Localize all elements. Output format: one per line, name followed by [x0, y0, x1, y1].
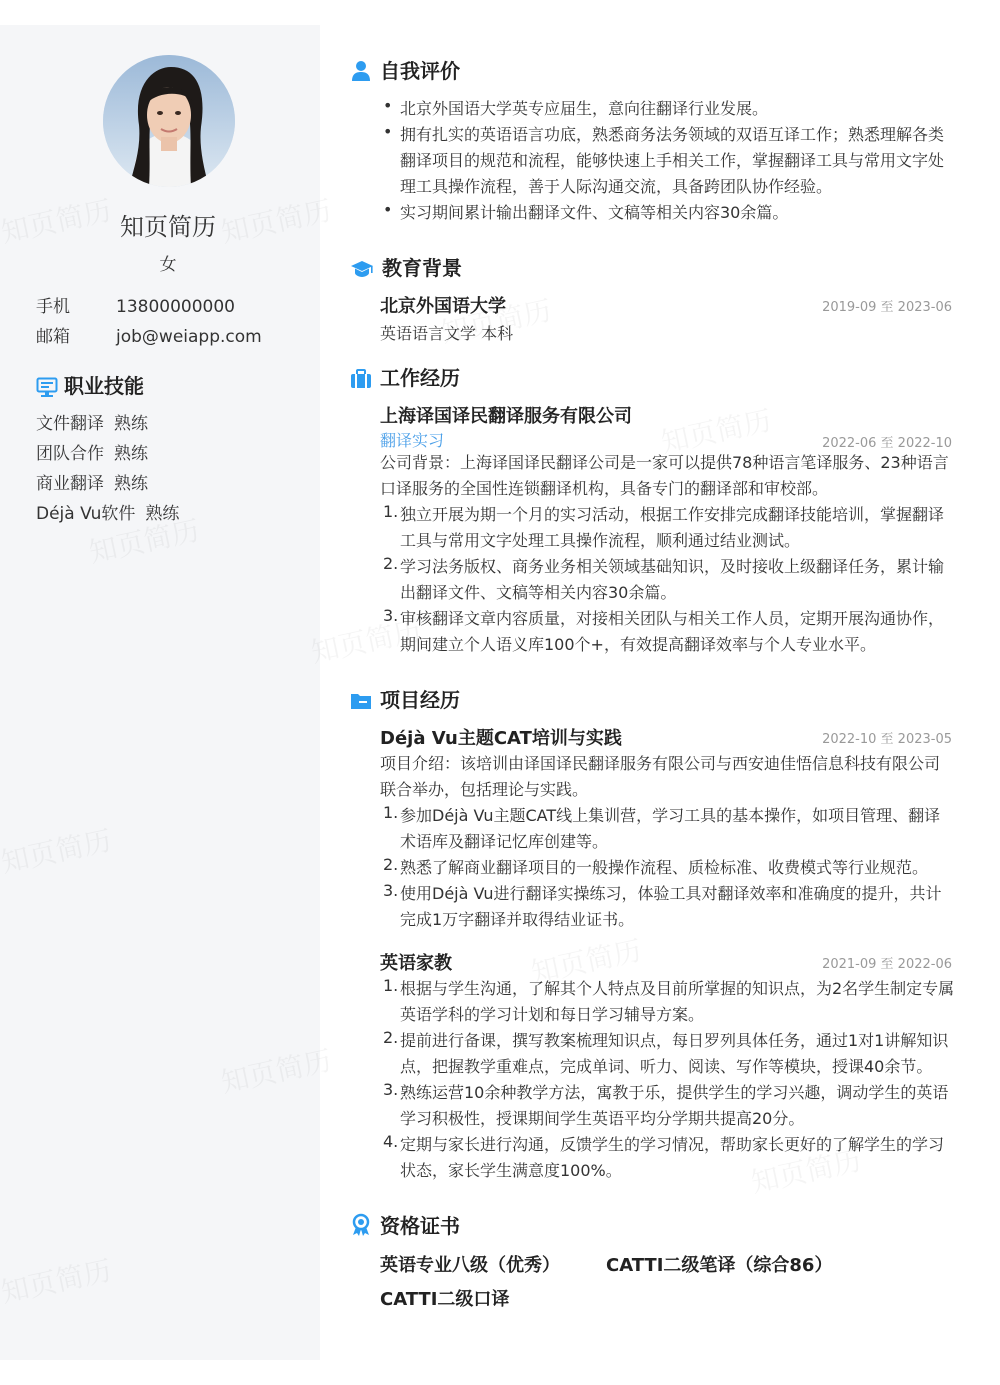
skill-item: [36, 409, 148, 434]
school-name: 北京外国语大学: [380, 296, 506, 317]
skill-level: 熟练: [114, 444, 148, 464]
project-date: 2022-10 至 2023-05: [822, 732, 952, 747]
project-item: 定期与家长进行沟通，反馈学生的学习情况，帮助家长更好的了解学生的学习状态，家长学生满意度100%。: [400, 1135, 945, 1180]
project-item: 熟练运营10余种教学方法，寓教于乐，提供学生的学习兴趣，调动学生的英语学习积极性，授课期间学生英语平均分学期共提高20分。: [400, 1083, 949, 1128]
education-heading: [350, 252, 462, 281]
project-item: 熟悉了解商业翻译项目的一般操作流程、质检标准、收费模式等行业规范。: [400, 858, 929, 877]
skill-name: 团队合作: [36, 444, 104, 464]
education-date: 2019-09 至 2023-06: [822, 300, 952, 315]
projects-heading: [350, 684, 460, 713]
project-date: 2021-09 至 2022-06: [822, 957, 952, 972]
skill-item: [36, 439, 148, 464]
folder-icon: [350, 691, 372, 711]
list-number: 1.: [383, 976, 399, 995]
email-label: 邮箱: [36, 327, 70, 347]
bullet-dot: •: [383, 200, 393, 219]
project-item: 参加Déjà Vu主题CAT线上集训营，学习工具的基本操作，如项目管理、翻译术语库及翻译记忆库创建等。: [400, 806, 941, 851]
bullet-dot: •: [383, 96, 393, 115]
list-number: 2.: [383, 855, 399, 874]
certs-title: 资格证书: [380, 1214, 460, 1238]
cert-item: CATTI二级笔译（综合86）: [606, 1255, 833, 1276]
work-heading: [350, 362, 460, 391]
avatar: [103, 55, 235, 187]
list-number: 1.: [383, 502, 399, 521]
skill-item: [36, 469, 148, 494]
award-icon: [350, 1213, 372, 1237]
self-eval-bullet: 实习期间累计输出翻译文件、文稿等相关内容30余篇。: [400, 203, 789, 222]
education-major: 英语语言文学 本科: [380, 324, 514, 343]
company-name: 上海译国译民翻译服务有限公司: [380, 406, 632, 427]
skill-item: [36, 499, 179, 524]
self-eval-title: 自我评价: [380, 59, 460, 83]
skill-level: 熟练: [114, 414, 148, 434]
project-item: 根据与学生沟通，了解其个人特点及目前所掌握的知识点，为2名学生制定专属英语学科的学习计划和每日学习辅导方案。: [400, 979, 955, 1024]
graduation-cap-icon: [350, 259, 374, 279]
certs-heading: [350, 1210, 460, 1239]
project-name: 英语家教: [380, 953, 452, 974]
profile-name: 知页简历: [120, 213, 216, 241]
email-value: job@weiapp.com: [116, 327, 262, 347]
user-icon: [350, 60, 372, 82]
skills-title: 职业技能: [64, 374, 144, 398]
projects-title: 项目经历: [380, 688, 460, 712]
work-item: 独立开展为期一个月的实习活动，根据工作安排完成翻译技能培训，掌握翻译工具与常用文字处理工具操作流程，顺利通过结业测试。: [400, 505, 945, 550]
list-number: 2.: [383, 1028, 399, 1047]
list-number: 1.: [383, 803, 399, 822]
phone-label: 手机: [36, 297, 70, 317]
list-number: 3.: [383, 606, 399, 625]
self-eval-heading: [350, 55, 460, 84]
skill-level: 熟练: [145, 504, 180, 524]
phone-value: 13800000000: [116, 297, 235, 317]
work-item: 审核翻译文章内容质量，对接相关团队与相关工作人员，定期开展沟通协作，期间建立个人语义库100个+，有效提高翻译效率与个人专业水平。: [400, 609, 945, 654]
cert-item: CATTI二级口译: [380, 1289, 510, 1310]
self-eval-bullet: 北京外国语大学英专应届生，意向往翻译行业发展。: [400, 99, 769, 118]
education-title: 教育背景: [382, 256, 462, 280]
email-row: [36, 322, 262, 347]
skill-level: 熟练: [114, 474, 148, 494]
skill-name: Déjà Vu软件: [36, 504, 136, 524]
project-item: 提前进行备课，撰写教案梳理知识点，每日罗列具体任务，通过1对1讲解知识点，把握教学重难点，完成单词、听力、阅读、写作等模块，授课40余节。: [400, 1031, 949, 1076]
skill-name: 商业翻译: [36, 474, 104, 494]
list-number: 3.: [383, 881, 399, 900]
work-item: 学习法务版权、商务业务相关领域基础知识，及时接收上级翻译任务，累计输出翻译文件、文稿等相关内容30余篇。: [400, 557, 945, 602]
phone-row: [36, 292, 235, 317]
skill-name: 文件翻译: [36, 414, 104, 434]
work-title: 工作经历: [380, 366, 460, 390]
work-role: 翻译实习: [380, 431, 445, 450]
cert-item: 英语专业八级（优秀）: [380, 1255, 560, 1276]
work-background: 公司背景：上海译国译民翻译公司是一家可以提供78种语言笔译服务、23种语言口译服务的全国性连锁翻译机构，具备专门的翻译部和审校部。: [380, 453, 949, 498]
monitor-icon: [36, 377, 58, 397]
list-number: 3.: [383, 1080, 399, 1099]
skills-heading: [36, 370, 144, 399]
project-intro: 项目介绍：该培训由译国译民翻译服务有限公司与西安迪佳悟信息科技有限公司联合举办，包括理论与实践。: [380, 754, 941, 799]
project-item: 使用Déjà Vu进行翻译实操练习，体验工具对翻译效率和准确度的提升，共计完成1万字翻译并取得结业证书。: [400, 884, 942, 929]
briefcase-icon: [350, 369, 372, 389]
self-eval-bullet: 拥有扎实的英语语言功底，熟悉商务法务领域的双语互译工作；熟悉理解各类翻译项目的规范和流程，能够快速上手相关工作，掌握翻译工具与常用文字处理工具操作流程，善于人际沟通交流，具备跨团队协作经验。: [400, 125, 945, 196]
bullet-dot: •: [383, 122, 393, 141]
profile-gender: 女: [159, 255, 177, 275]
list-number: 4.: [383, 1132, 399, 1151]
work-date: 2022-06 至 2022-10: [822, 436, 952, 451]
list-number: 2.: [383, 554, 399, 573]
project-name: Déjà Vu主题CAT培训与实践: [380, 728, 622, 749]
